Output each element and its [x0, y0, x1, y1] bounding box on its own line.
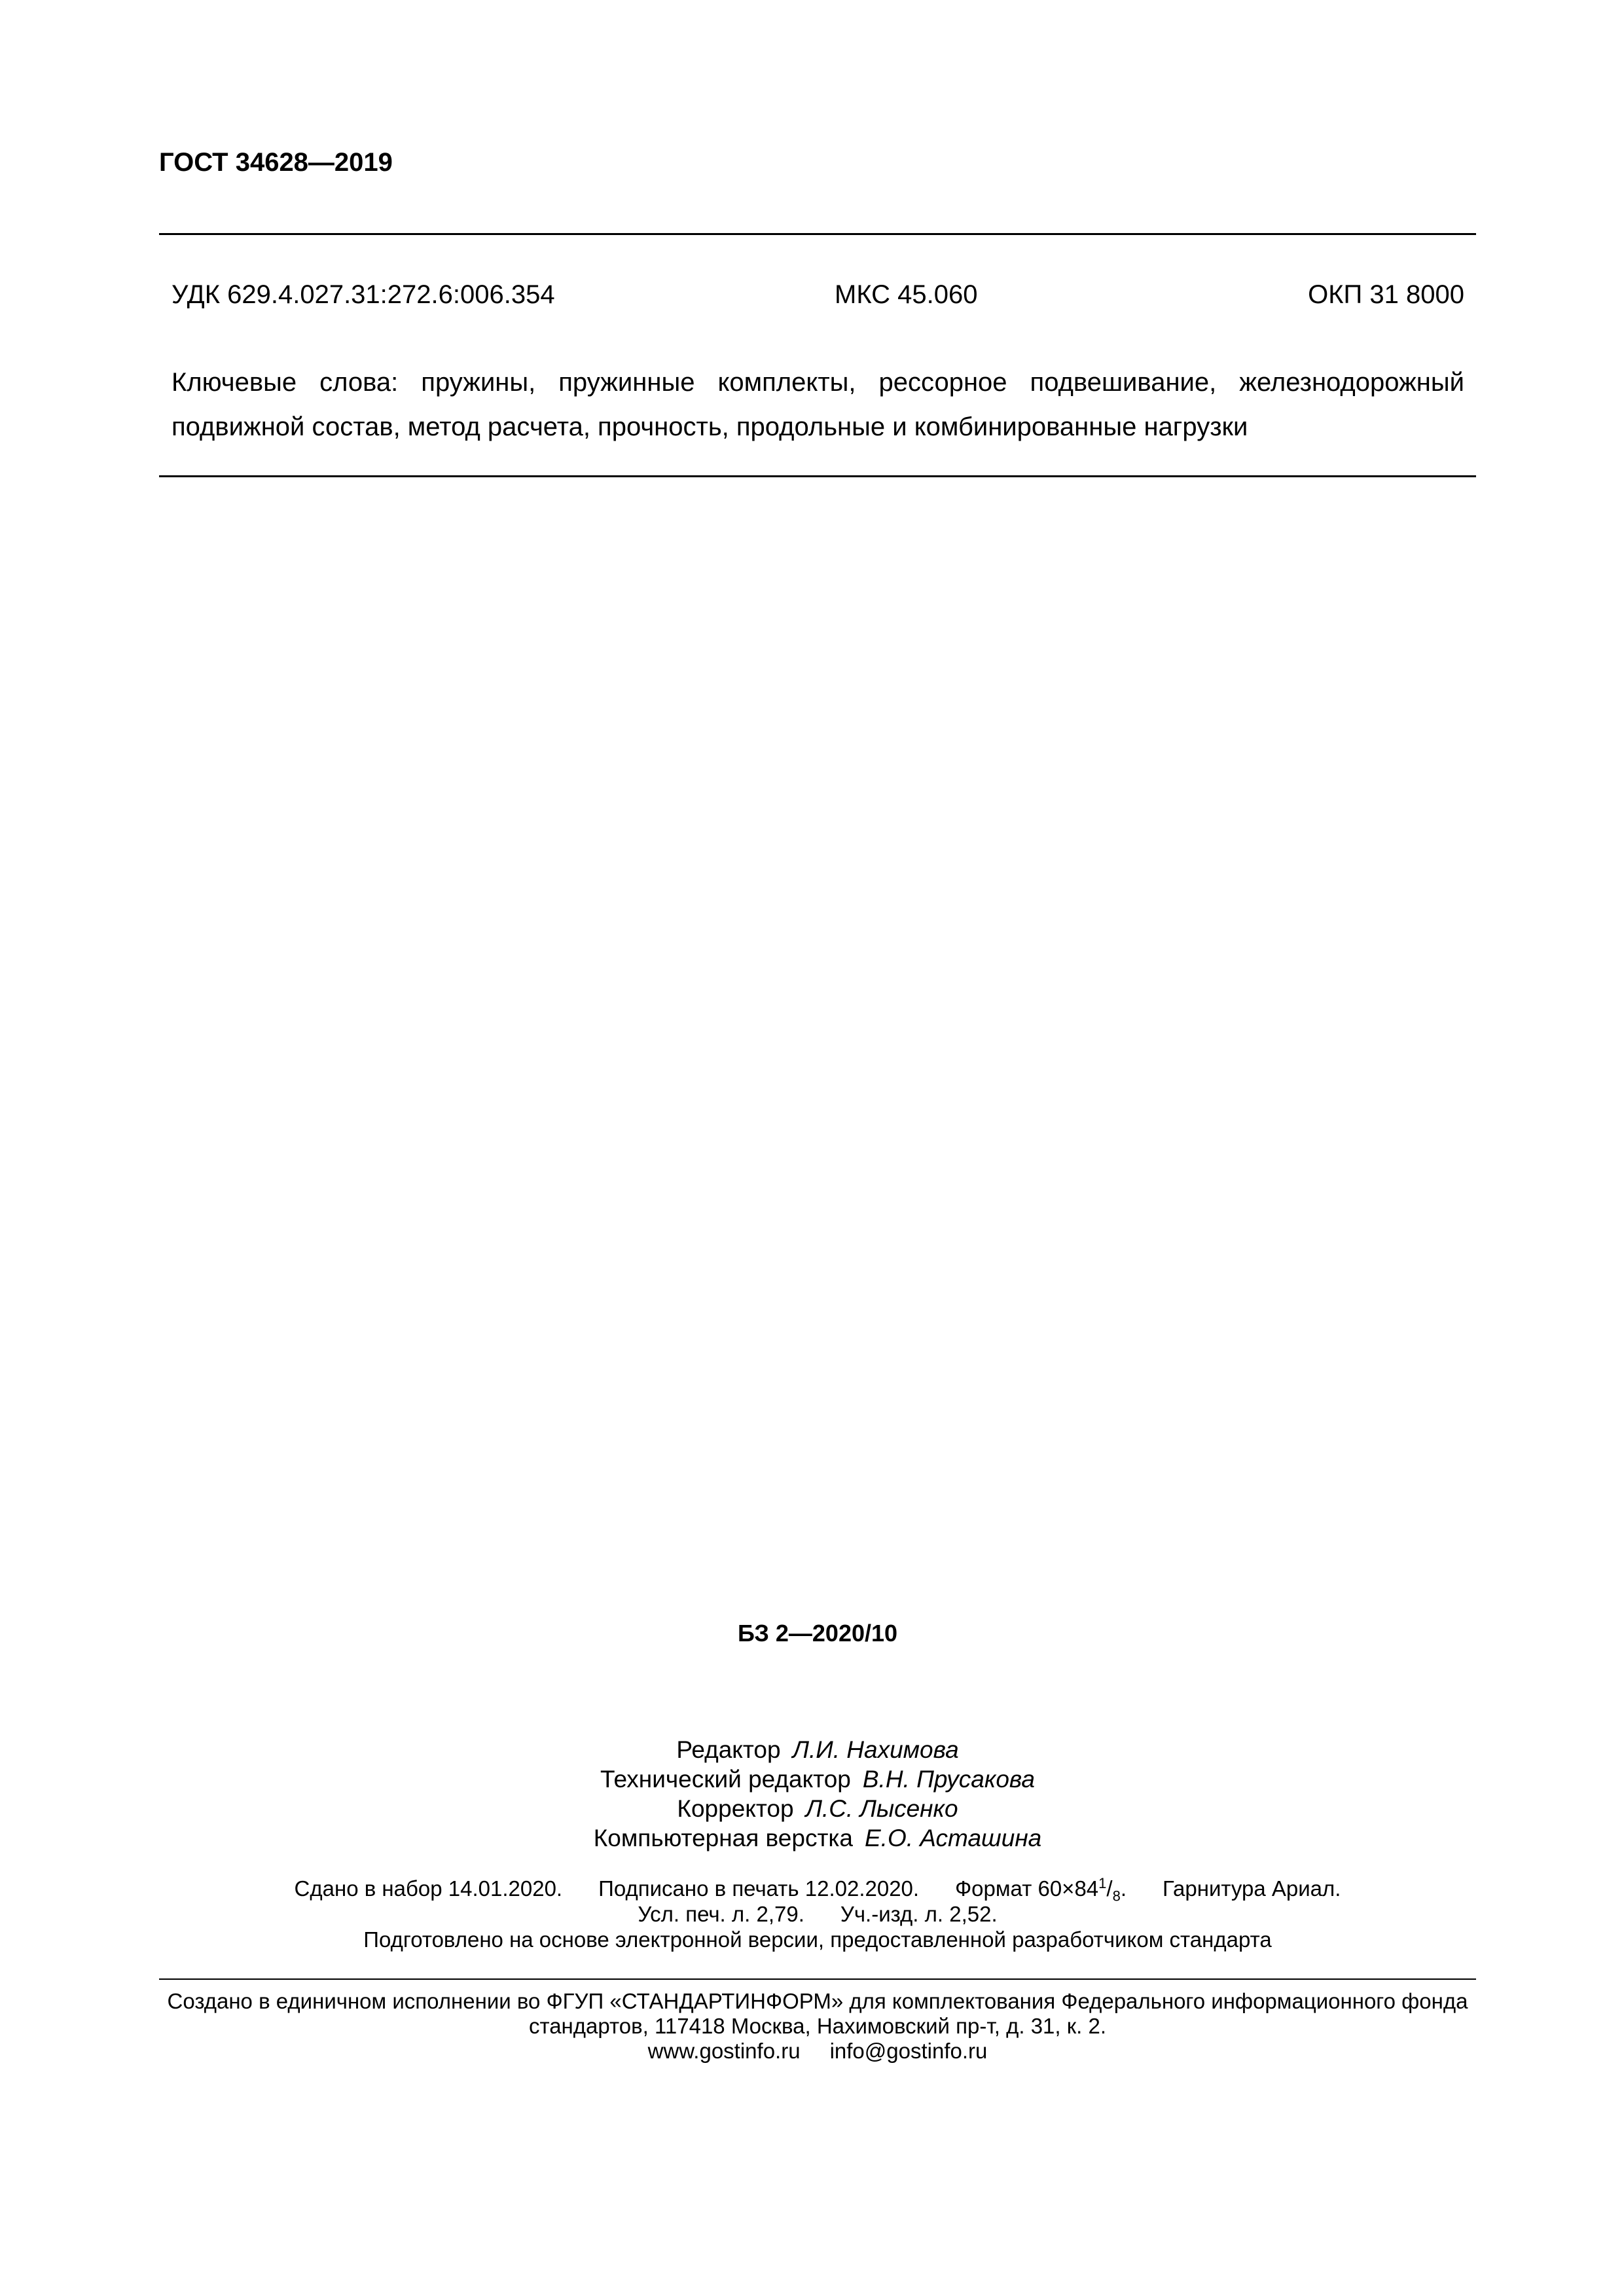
- staff-tech-editor: [159, 1764, 1476, 1794]
- keywords-paragraph: Ключевые слова: пружины, пружинные комплекты, рессорное подвешивание, железнодорожный подвижной состав, метод расчета, прочность, продольные и комбинированные нагрузки: [171, 368, 1464, 441]
- typeset-date: Сдано в набор 14.01.2020.: [294, 1876, 563, 1901]
- prepared-note: Подготовлено на основе электронной версии, предоставленной разработчиком стандарта: [363, 1927, 1272, 1952]
- staff-layout: [159, 1823, 1476, 1853]
- footer-line-1: Создано в единичном исполнении во ФГУП «СТАНДАРТИНФОРМ» для комплектования Федерального информационного фонда: [167, 1989, 1468, 2013]
- staff-role: Корректор: [677, 1795, 794, 1822]
- paper-format: Формат $60\times 84^1/_8$.: [955, 1875, 1127, 1904]
- email-link[interactable]: info@gostinfo.ru: [829, 2039, 988, 2063]
- staff-name: Л.И. Нахимова: [792, 1736, 959, 1763]
- typeface: Гарнитура Ариал.: [1163, 1876, 1341, 1901]
- document-code: ГОСТ 34628—2019: [159, 148, 393, 177]
- print-sheets: Усл. печ. л. 2,79.: [638, 1902, 804, 1926]
- staff-list: [159, 1735, 1476, 1853]
- classification-line: [171, 280, 1464, 313]
- top-divider: [159, 233, 1476, 235]
- staff-name: Л.С. Лысенко: [805, 1795, 958, 1822]
- udk-code: УДК 629.4.027.31:272.6:006.354: [171, 280, 555, 309]
- staff-role: Компьютерная верстка: [593, 1825, 853, 1851]
- footer-divider: [159, 1978, 1476, 1980]
- pub-sheets: Уч.-изд. л. 2,52.: [840, 1902, 998, 1926]
- mks-code: МКС 45.060: [835, 280, 978, 309]
- bz-code: БЗ 2—2020/10: [737, 1620, 898, 1647]
- signed-date: Подписано в печать 12.02.2020.: [598, 1876, 920, 1901]
- keywords-divider: [159, 475, 1476, 477]
- imprint-line-2: [159, 1901, 1476, 1927]
- imprint-line-1: [159, 1875, 1476, 1904]
- staff-name: В.Н. Прусакова: [862, 1766, 1035, 1793]
- staff-role: Технический редактор: [600, 1766, 851, 1793]
- footer-contacts: [159, 2039, 1476, 2064]
- footer-block: [159, 1989, 1476, 2064]
- staff-proofreader: [159, 1794, 1476, 1823]
- imprint-block: [159, 1876, 1476, 1952]
- staff-name: Е.О. Асташина: [864, 1825, 1042, 1851]
- website-link[interactable]: www.gostinfo.ru: [647, 2039, 801, 2063]
- okp-code: ОКП 31 8000: [1308, 280, 1464, 309]
- staff-role: Редактор: [676, 1736, 781, 1763]
- footer-line-2: стандартов, 117418 Москва, Нахимовский пр-т, д. 31, к. 2.: [528, 2014, 1107, 2038]
- staff-editor: [159, 1735, 1476, 1764]
